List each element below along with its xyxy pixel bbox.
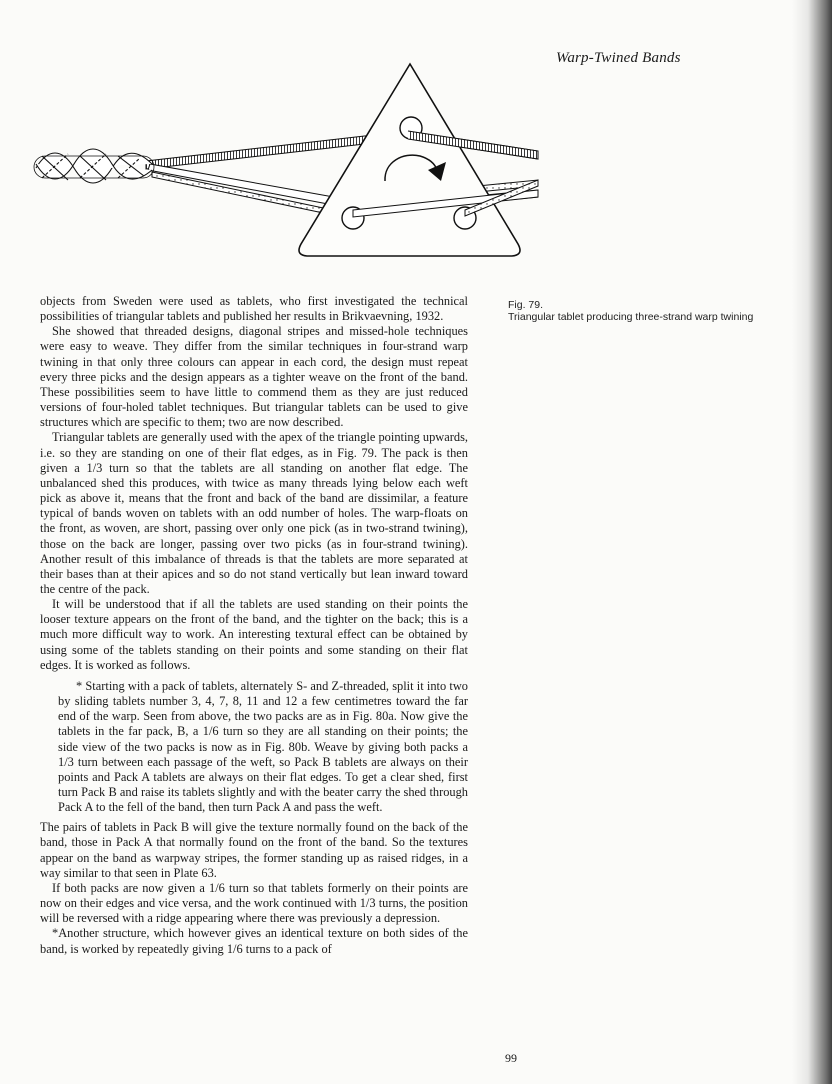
paragraph: It will be understood that if all the tablets are used standing on their points the looser texture appears on the front of the band, and the tighter on the back; this is a much more difficult way to work. An interesting textural effect can be obtained by using some of the tablets standing on their points and some standing on their flat edges. It is worked as follows. <box>40 597 468 672</box>
procedure-paragraph: * Starting with a pack of tablets, alternately S- and Z-threaded, split it into two by sliding tablets number 3, 4, 7, 8, 11 and 12 a few centimetres toward the far end of the warp. Seen from above, the two packs are as in Fig. 80a. Now give the tablets in the far pack, B, a 1/6 turn so they are all standing on their points; the side view of the two packs is now as in Fig. 80b. Weave by giving both packs a 1/3 turn between each passage of the weft, so Pack B tablets are always on their points and Pack A tablets are always on their flat edges. To get a clear shed, first turn Pack B and raise its tablets slightly and with the beater carry the shed through Pack A to the fell of the band, then turn Pack A and pass the weft. <box>58 678 468 815</box>
paragraph: The pairs of tablets in Pack B will give the texture normally found on the back of the band, those in Pack A that normally found on the front of the band. So the textures appear on the band as warpway stripes, the former standing up as raised ridges, in a way similar to that seen in Plate 63. <box>40 820 468 880</box>
page-gutter-shadow <box>792 0 832 1084</box>
paragraph: If both packs are now given a 1/6 turn so that tablets formerly on their points are now on their edges and vice versa, and the work continued with 1/3 turns, the position will be reversed with a ridge appearing where there was previously a depression. <box>40 880 468 926</box>
twisted-cord <box>34 149 154 183</box>
caption-text: Triangular tablet producing three-strand warp twining <box>508 311 754 323</box>
running-head: Warp-Twined Bands <box>556 50 681 66</box>
triangle-tablet <box>299 64 538 256</box>
paragraph: Triangular tablets are generally used with the apex of the triangle pointing upwards, i.e. so they are standing on one of their flat edges, as in Fig. 79. The pack is then given a 1/3 turn so that the tablets are all standing on another flat edge. The unbalanced shed this produces, with twice as many threads lying below each weft pick as above it, means that the front and back of the band are dissimilar, a feature typical of bands woven on tablets with an odd number of holes. The warp-floats on the front, as woven, are short, passing over only one pick (as in two-strand twining), those on the back are longer, passing over two picks (as in four-strand twining). Another result of this imbalance of threads is that the tablets are more separated at their bases than at their apices and so do not stand vertically but lean inward toward the centre of the pack. <box>40 430 468 596</box>
triangular-tablet-figure <box>28 58 544 268</box>
paragraph: *Another structure, which however gives an identical texture on both sides of the band, is worked by repeatedly giving 1/6 turns to a pack of <box>40 926 468 956</box>
body-text <box>40 294 468 957</box>
caption-number: Fig. 79. <box>508 299 544 311</box>
paragraph: objects from Sweden were used as tablets, who first investigated the technical possibilities of triangular tablets and published her results in Brikvaevning, 1932. <box>40 294 468 324</box>
figure-caption <box>508 299 768 323</box>
page-number: 99 <box>505 1051 517 1065</box>
paragraph: She showed that threaded designs, diagonal stripes and missed-hole techniques were easy to weave. They differ from the similar techniques in four-strand warp twining in that only three colours can appear in each cord, the design must repeat every three picks and the design appears as a tighter weave on the front of the band. These possibilities seem to have little to commend them as they are just reduced versions of four-holed tablet techniques. But triangular tablets can be used to give structures which are specific to them; two are now described. <box>40 324 468 430</box>
